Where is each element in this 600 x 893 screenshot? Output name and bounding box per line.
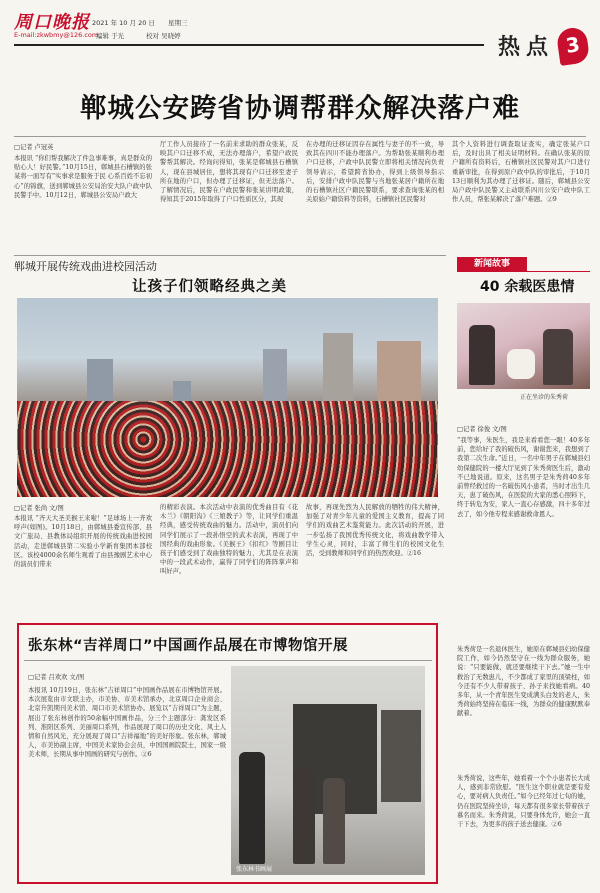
- campus-photo: [17, 298, 438, 497]
- lead-column-1: 本报讯 “你们帮我解决了件急事难事，真是群众的贴心人！好民警。”10月15日，郸城县石槽镇的张某将一面写有“实事求是服务于民 心系百姓不忘初心”的锦旗，送到郸城县公安局治安大队户政中队民警手中。10月12日，郸城县公安局户政大: [14, 155, 152, 199]
- exhibition-divider: [24, 660, 432, 661]
- lead-divider: [14, 136, 586, 137]
- sidebar-body-2: 朱秀荷是一名退休医生，她原在郸城县妇幼保健院工作，如今仍然坚守在一线为群众服务，她说：“只要能做，就还要继续干下去。”她一生中救治了无数患儿，不少都成了家里的顶梁柱，如今还有不少人带着孩子、孙子来找她看病。40多年，从一个青年医生变成满头白发的老人，朱秀荷始终坚持在临床一线，为群众的健康默默奉献着。: [457, 646, 590, 718]
- sidebar-tag: 新闻故事: [457, 257, 527, 271]
- sidebar-photo-caption: 正在坐诊的朱秀荷: [520, 394, 569, 401]
- campus-column-3: 故事，再现先烈为人民解放的牺牲的伟大精神，加强了对青少年儿童的爱国主义教育，提高了同学们的戏曲艺术鉴赏能力。此次活动的开展，进一步弘扬了我国优秀传统文化，将戏曲教学带入学生心灵，同时，丰富了师生们的校园文化生活，受到教师和同学们的热烈欢迎。②16: [306, 504, 444, 558]
- sidebar-byline: □记者 徐俊 文/图: [457, 426, 507, 433]
- proofreader-credit: 校对 吴晓婷: [146, 32, 181, 40]
- issue-weekday: 星期三: [168, 19, 188, 27]
- lead-headline: 郸城公安跨省协调帮群众解决落户难: [80, 93, 520, 124]
- editor-credit: 编辑 于光: [96, 32, 125, 40]
- lead-column-4: 其个人资料进行调查取证查实，确定张某户口后，及时出具了相关证明材料。在确认张某的原户籍所有资料后，石槽镇社区民警对其户口进行重新审批，在得到原户政中队的审批后，于10月13日顺利为其办理了迁移证。随后，郸城县公安局户政中队民警又主动联系四川公安户政中队工作人员，帮张某解决了落户难题。②9: [452, 141, 590, 204]
- lead-column-2: 厅工作人员接待了一名前来求助的群众张某，反映其户口迁移不成，无法办理落户，希望户政民警帮其解决。经询问得知，张某是郸城县石槽镇人，现在县城居住，想将其现有户口迁移至妻子所在地的户口，但办理了迁移证，但无法落户。了解情况后，民警在户政民警和张某讲明政策，得知其于2015年取得了户口性质区分，其现: [160, 141, 298, 204]
- campus-kicker: 郸城开展传统戏曲进校园活动: [14, 260, 157, 273]
- contact-email: E-mail:zkwbmy@126.com: [14, 31, 99, 39]
- sidebar-tag-rule: [457, 271, 590, 272]
- page-number-badge: 3: [556, 26, 591, 66]
- issue-date: 2021 年 10 月 20 日: [92, 19, 155, 27]
- campus-column-2: 的精彩表演。本次活动中表演的优秀曲目有《花木兰》《朝阳沟》《三娘教子》等，让同学们重温经典，感受传统戏曲的魅力。活动中，演员们向同学们展示了一段孙悟空的武术表演，再现了中国经典的戏曲形象。《美猴王》《扣红》等剧目让孩子们感受到了戏曲独特的魅力，尤其是在表演中的一段武术动作，赢得了同学们的阵阵掌声和叫好声。: [160, 504, 298, 576]
- lead-byline: □记者 卢冠英: [14, 144, 54, 151]
- exhibition-photo: [231, 666, 425, 875]
- campus-headline: 让孩子们领略经典之美: [132, 279, 287, 295]
- newspaper-logo: 周口晚报: [14, 12, 90, 33]
- exhibition-body: 本报讯 10月19日，张东林“吉祥周口”中国画作品展在市博物馆开展。本次展览由市文联主办，市美协、市美术馆承办，北京周口企业商会、北京升凯期刊美术馆、周口市美术馆协办。展览以“吉祥周口”为主题，展出了张东林创作的50余幅中国画作品，分三个主题部分：龚发区系列、淮阳区系列、美丽周口系列，作品展现了周口的历史文化、风土人情和自然风光，充分展现了周口“吉祥福地”的美好形象。张东林，郸城人，市美协副主席，中国美术家协会会员，中国国画院院士，国家一级美术师，长期从事中国画的研究与创作。②6: [28, 687, 226, 759]
- sidebar-body-1: “我等事，朱医生，我是来看看您一眼！40多年前，您给好了我的破伤风，谢谢您来，我想到了我第二次生命。”近日，一名中年男子在郸城县妇幼保健院的一楼大厅见到了朱秀荷医生后，激动不已地说道。原来，这名男子是朱秀荷40多年前曾经救过的一名破伤风小患者，当时才出生几天，患了破伤风，在医院的大家的悉心照料下，终于转危为安，家人一直心存感激，四十多年过去了，如今他专程来感谢救命恩人。: [457, 437, 590, 518]
- exhibition-byline: □记者 吕欢欢 文/图: [28, 674, 85, 681]
- masthead-rule: [14, 44, 484, 46]
- campus-divider: [14, 255, 446, 256]
- sidebar-photo: [457, 303, 590, 389]
- campus-column-1: 本报讯 “齐天大圣美猴王来啦！”足球场上一齐欢呼声(如图)。10月18日，由郸城县委宣传部、县文广旅局、县教体局组织开展的传统戏曲进校园活动，走进郸城县第二实验小学新育集团本部校区。该校4000余名师生观看了由县豫剧艺术中心的演员们带来: [14, 515, 152, 569]
- sidebar-body-3: 朱秀荷说，这些年，她看着一个个小患者长大成人，感到非常欣慰。“医生这个职业就是要有爱心，要对病人负责任。”如今已经年过七旬的她，仍在医院坚持坐诊，每天都有很多家长带着孩子慕名而来。朱秀荷说，只要身体允许，她会一直干下去，为更多的孩子送去健康。②6: [457, 775, 590, 829]
- exhibition-photo-caption: 张东林书画展: [236, 866, 273, 873]
- campus-byline: □记者 张尚 文/图: [14, 505, 64, 512]
- lead-column-3: 在办理的迁移证因存在属性与妻子的不一致，导致其在四川不能办理落户。为帮助张某顺利办理户口迁移，户政中队民警立即将相关情况向负责领导请示，希望跨省协办，得到上级领导指示后，安排户政中队民警与当地张某居户籍所在地的石槽镇社区户籍民警联系，要求查询张某的相关原始户籍资料等资料，石槽镇社区民警对: [306, 141, 444, 204]
- exhibition-headline: 张东林“吉祥周口”中国画作品展在市博物馆开展: [28, 638, 349, 654]
- sidebar-headline: 40 余载医患情: [480, 279, 575, 295]
- section-title: 热点: [497, 35, 554, 60]
